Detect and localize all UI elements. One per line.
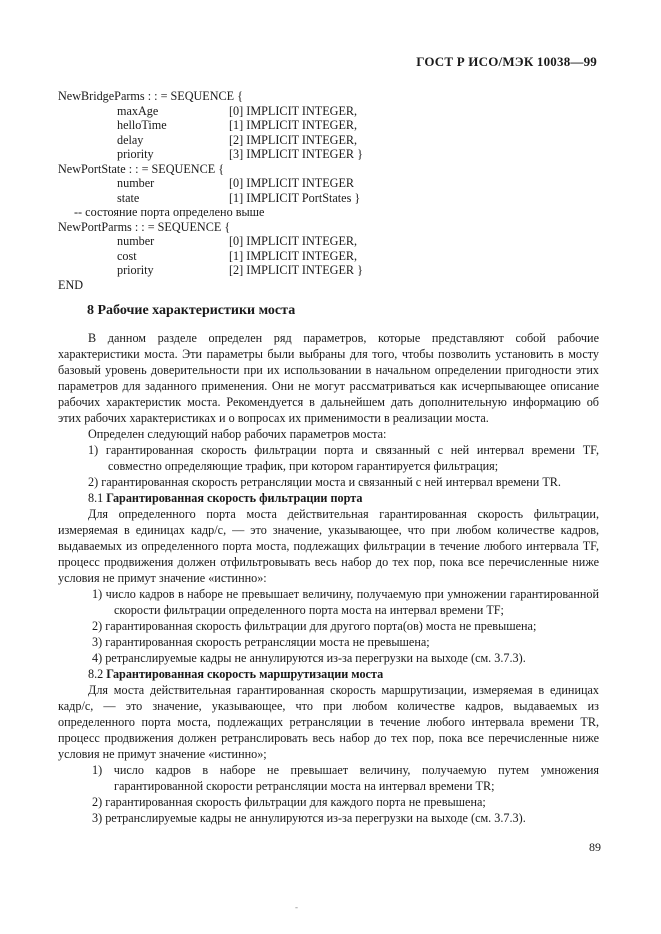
- page-number: 89: [589, 840, 601, 854]
- code-field-name: cost: [117, 248, 137, 263]
- code-line: [58, 147, 388, 162]
- code-field-name: delay: [117, 132, 144, 147]
- code-line: [58, 191, 388, 206]
- standard-header: ГОСТ Р ИСО/МЭК 10038—99: [416, 54, 597, 69]
- subsection-heading: [58, 490, 599, 506]
- code-field-type: [1] IMPLICIT INTEGER,: [229, 248, 358, 263]
- code-field-type: [0] IMPLICIT INTEGER,: [229, 234, 358, 248]
- code-line: [58, 104, 388, 119]
- list-item: 4) ретранслируемые кадры не аннулируются из-за перегрузки на выходе (см. 3.7.3).: [92, 651, 526, 665]
- code-line: [58, 263, 388, 278]
- subsection-title: Гарантированная скорость маршрутизации моста: [106, 667, 384, 681]
- code-line: [58, 176, 388, 191]
- code-field-name: number: [117, 176, 155, 190]
- code-field-type: [3] IMPLICIT INTEGER }: [229, 147, 363, 161]
- section-body: [58, 330, 599, 826]
- paragraph: Для моста действительная гарантированная скорость маршрутизации, измеряемая в единицах кадр/с, — это значение, указывающее, что при любом количестве кадров, выдаваемых из определенного порта моста, подлежащих ретрансляции в течение любого интервала времени TR, процесс продвижения должен ретранслировать весь набор до тех пор, пока все перечисленные ниже условия не примут значение «истинно»;: [58, 683, 599, 761]
- subsection-heading: [58, 666, 599, 682]
- code-field-name: priority: [117, 263, 154, 277]
- code-line: [58, 133, 388, 148]
- code-field-name: state: [117, 190, 140, 205]
- asn1-code-block: [58, 89, 388, 292]
- code-field-name: helloTime: [117, 118, 167, 132]
- code-field-type: [1] IMPLICIT INTEGER,: [229, 118, 358, 132]
- subsection-title: Гарантированная скорость фильтрации порта: [106, 491, 363, 505]
- paragraph: Определен следующий набор рабочих параметров моста:: [88, 427, 387, 441]
- code-field-type: [0] IMPLICIT INTEGER,: [229, 103, 358, 118]
- list-item: 3) ретранслируемые кадры не аннулируются из-за перегрузки на выходе (см. 3.7.3).: [92, 811, 526, 825]
- list-item: 1) число кадров в наборе не превышает величину, получаемую при умножении гарантированной скорости фильтрации определенного порта моста на интервал времени TF;: [92, 587, 599, 617]
- list-item: 2) гарантированная скорость ретрансляции моста и связанный с ней интервал времени TR.: [88, 475, 561, 489]
- code-line: [58, 162, 388, 177]
- code-field-type: [1] IMPLICIT PortStates }: [229, 190, 361, 205]
- list-item: 2) гарантированная скорость фильтрации для каждого порта не превышена;: [92, 795, 486, 809]
- list-item: 1) число кадров в наборе не превышает величину, получаемую путем умножения гарантированной скорости ретрансляции моста на интервал времени TR;: [92, 763, 599, 793]
- paragraph: В данном разделе определен ряд параметров, которые представляют собой рабочие характеристики моста. Эти параметры были выбраны для того, чтобы позволить установить в мосту базовый уровень доверительности при их использовании в начальном определении пригодности этих параметров для заданного применения. Они не могут рассматриваться как исчерпывающее описание рабочих характеристик моста. Рекомендуется в дальнейшем дать дополнительную информацию об этих рабочих характеристиках и о вопросах их применимости в реализации моста.: [58, 331, 599, 425]
- code-line: [58, 89, 388, 104]
- code-line: [58, 118, 388, 133]
- code-declaration: NewPortParms : : = SEQUENCE {: [58, 219, 231, 234]
- code-field-type: [2] IMPLICIT INTEGER,: [229, 132, 358, 147]
- list-item: 3) гарантированная скорость ретрансляции моста не превышена;: [92, 635, 430, 649]
- section-title: 8 Рабочие характеристики моста: [87, 303, 296, 318]
- code-declaration: NewPortState : : = SEQUENCE {: [58, 161, 225, 176]
- list-item: 2) гарантированная скорость фильтрации для другого порта(ов) моста не превышена;: [92, 619, 537, 633]
- code-comment: -- состояние порта определено выше: [74, 205, 265, 219]
- code-line: [58, 249, 388, 264]
- subsection-number: 8.1: [88, 491, 104, 505]
- code-line: [58, 220, 388, 235]
- code-declaration: END: [58, 277, 84, 292]
- code-field-name: maxAge: [117, 103, 159, 118]
- code-field-type: [0] IMPLICIT INTEGER: [229, 176, 355, 190]
- scan-mark: -: [295, 902, 298, 912]
- code-field-type: [2] IMPLICIT INTEGER }: [229, 263, 363, 277]
- code-line: [58, 278, 388, 293]
- code-field-name: priority: [117, 147, 154, 161]
- code-line: [58, 205, 388, 220]
- paragraph: Для определенного порта моста действительная гарантированная скорость фильтрации, измеряемая в единицах кадр/с, — это значение, указывающее, что при любом количестве кадров, выдаваемых из определенного порта моста, подлежащих фильтрации в течение любого интервала TF, процесс продвижения должен отфильтровывать весь набор до тех пор, пока все перечисленные ниже условия не примут значение «истинно»:: [58, 507, 599, 585]
- subsection-number: 8.2: [88, 667, 104, 681]
- code-line: [58, 234, 388, 249]
- code-declaration: NewBridgeParms : : = SEQUENCE {: [58, 89, 244, 103]
- list-item: 1) гарантированная скорость фильтрации порта и связанный с ней интервал времени TF, совместно определяющие трафик, при котором гарантируется фильтрация;: [88, 443, 599, 473]
- code-field-name: number: [117, 234, 155, 248]
